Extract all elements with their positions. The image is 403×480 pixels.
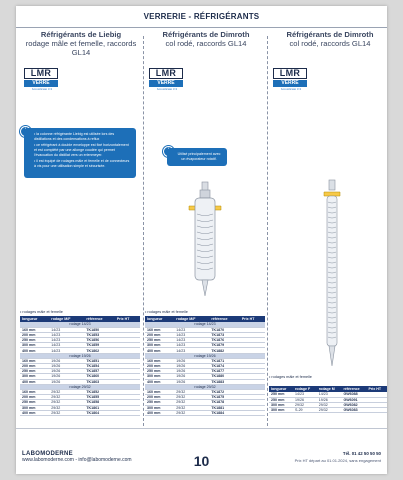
table-row: 250 mm 19/26 19/26 GW6091 xyxy=(269,397,387,402)
table-row: 200 mm 14/23 TK1853 xyxy=(20,332,140,337)
product-column-dimroth-1 xyxy=(145,30,267,430)
product-title: Réfrigérants de Liebig xyxy=(40,30,122,39)
product-column-dimroth-2 xyxy=(269,30,391,430)
table-row: 300 mm S-29 29/32 GW6083 xyxy=(269,408,387,413)
table-row: 160 mm 14/23 TK1870 xyxy=(145,327,265,332)
lmr-verre-logo: LMR VERRE borosilicaté 3.3 xyxy=(149,68,185,92)
table-row: 300 mm 29/32 TK1861 xyxy=(20,405,140,410)
page-number: 10 xyxy=(193,453,210,469)
table-row: 250 mm 14/23 TK1856 xyxy=(20,338,140,343)
catalog-page xyxy=(16,6,387,474)
table-row: 300 mm 14/23 TK1859 xyxy=(20,343,140,348)
product-subtitle: col rodé, raccords GL14 xyxy=(289,39,371,48)
price-cell xyxy=(240,410,265,415)
product-subtitle: col rodé, raccords GL14 xyxy=(165,39,247,48)
page-footer xyxy=(16,428,387,474)
phone-number: Tél. 01 42 50 50 50 xyxy=(342,451,381,456)
column-divider xyxy=(143,36,144,426)
table-group-row: rodage 29/32 xyxy=(20,384,140,389)
dimroth-condenser-image xyxy=(183,180,227,306)
table-row: 200 mm 19/26 TK1874 xyxy=(145,364,265,369)
table-row: 200 mm 29/32 TK1875 xyxy=(145,395,265,400)
table-row: 160 mm 14/23 TK1850 xyxy=(20,327,140,332)
table-row: 300 mm 19/26 TK1860 xyxy=(20,374,140,379)
table-row: 250 mm 19/26 TK1877 xyxy=(145,369,265,374)
column-divider xyxy=(267,36,268,426)
table-group-row: rodage 29/32 xyxy=(145,384,265,389)
table-group-row: rodage 19/26 xyxy=(145,353,265,358)
table-group-row: rodage 19/26 xyxy=(20,353,140,358)
reference-table: longueur rodage F rodage M référence Prix HT 250 mm 14/23 14/23 GW6088 250 mm 19/26 19/26 GW6091 300 mm 29/32 29/32 GW6082 300 mm S-29 29/32 GW6083 xyxy=(269,386,387,413)
page-header xyxy=(16,6,387,28)
price-cell xyxy=(366,408,387,413)
lmr-verre-logo: LMR VERRE borosilicaté 3.3 xyxy=(273,68,309,92)
table-row: 300 mm 29/32 TK1881 xyxy=(145,405,265,410)
table-row: 160 mm 19/26 TK1851 xyxy=(20,358,140,363)
table-row: 300 mm 19/26 TK1880 xyxy=(145,374,265,379)
product-title: Réfrigérants de Dimroth xyxy=(162,30,250,39)
lmr-verre-logo: LMR VERRE borosilicaté 3.3 xyxy=(24,68,60,92)
table-row: 400 mm 14/23 TK1862 xyxy=(20,348,140,353)
info-box: • la colonne réfrigérante Liebig est utilisée lors des distillations et des condensations à reflux • ce réfrigérant à double enveloppe est fixé horizontalement et est complété par une allonge coudée qui permet l'évacuation du distillat vers un erlenmeyer. • il est équipé de rodages mâle et femelle et de connecteurs à vis pour une utilisation simple et sécurisée. xyxy=(24,128,136,178)
table-caption: • rodages mâle et femelle xyxy=(145,310,188,314)
table-row: 160 mm 29/32 TK1872 xyxy=(145,389,265,394)
table-row: 160 mm 29/32 TK1852 xyxy=(20,389,140,394)
reference-table: longueur rodage M/F référence Prix HT rodage 14/23 160 mm 14/23 TK1850 200 mm 14/23 TK1853 250 mm 14/23 TK1856 300 mm 14/23 TK1859 400 mm 14/23 TK1862 rodage 19/26 160 mm 19/26 TK1851 200 mm 19/26 TK1854 250 mm 19/26 TK1857 300 mm 19/26 TK1860 400 mm 19/26 TK1863 rodage 29/32 160 mm 29/32 TK1852 200 mm 29/32 TK1855 250 mm 29/32 TK1858 300 mm 29/32 TK1861 400 mm 29/32 TK1864 xyxy=(20,316,140,416)
product-subtitle: rodage mâle et femelle, raccords GL14 xyxy=(25,39,137,57)
table-row: 250 mm 29/32 TK1878 xyxy=(145,400,265,405)
table-row: 300 mm 14/23 TK1879 xyxy=(145,343,265,348)
page-title: VERRERIE - RÉFRIGÉRANTS xyxy=(143,12,260,21)
table-row: 250 mm 14/23 TK1876 xyxy=(145,338,265,343)
contact-line[interactable]: www.labomoderne.com - info@labomoderne.com xyxy=(22,457,132,463)
table-row: 250 mm 29/32 TK1858 xyxy=(20,400,140,405)
table-row: 200 mm 14/23 TK1873 xyxy=(145,332,265,337)
table-row: 400 mm 19/26 TK1883 xyxy=(145,379,265,384)
table-group-row: rodage 14/23 xyxy=(20,322,140,327)
table-caption: • rodages mâle et femelle xyxy=(269,375,312,379)
dimroth-condenser-image xyxy=(321,178,343,372)
table-row: 400 mm 29/32 TK1864 xyxy=(20,410,140,415)
price-cell xyxy=(115,410,140,415)
labomoderne-logo: LABOMODERNE xyxy=(22,451,73,457)
table-row: 200 mm 29/32 TK1855 xyxy=(20,395,140,400)
prices-note: Prix HT départ au 01.01.2024, sans engagement xyxy=(294,458,381,463)
table-row: 400 mm 19/26 TK1863 xyxy=(20,379,140,384)
table-row: 400 mm 14/23 TK1882 xyxy=(145,348,265,353)
reference-table: longueur rodage M/F référence Prix HT rodage 14/23 160 mm 14/23 TK1870 200 mm 14/23 TK1873 250 mm 14/23 TK1876 300 mm 14/23 TK1879 400 mm 14/23 TK1882 rodage 19/26 160 mm 19/26 TK1871 200 mm 19/26 TK1874 250 mm 19/26 TK1877 300 mm 19/26 TK1880 400 mm 19/26 TK1883 rodage 29/32 160 mm 29/32 TK1872 200 mm 29/32 TK1875 250 mm 29/32 TK1878 300 mm 29/32 TK1881 400 mm 29/32 TK1884 xyxy=(145,316,265,416)
info-box: Utilisé principalement avec un évaporateur rotatif. xyxy=(167,148,227,166)
table-row: 250 mm 14/23 14/23 GW6088 xyxy=(269,392,387,397)
product-title: Réfrigérants de Dimroth xyxy=(286,30,374,39)
table-row: 200 mm 19/26 TK1854 xyxy=(20,364,140,369)
table-row: 250 mm 19/26 TK1857 xyxy=(20,369,140,374)
table-row: 160 mm 19/26 TK1871 xyxy=(145,358,265,363)
table-group-row: rodage 14/23 xyxy=(145,322,265,327)
product-column-liebig xyxy=(20,30,142,430)
table-row: 400 mm 29/32 TK1884 xyxy=(145,410,265,415)
table-row: 300 mm 29/32 29/32 GW6082 xyxy=(269,402,387,407)
table-caption: • rodages mâle et femelle xyxy=(20,310,63,314)
